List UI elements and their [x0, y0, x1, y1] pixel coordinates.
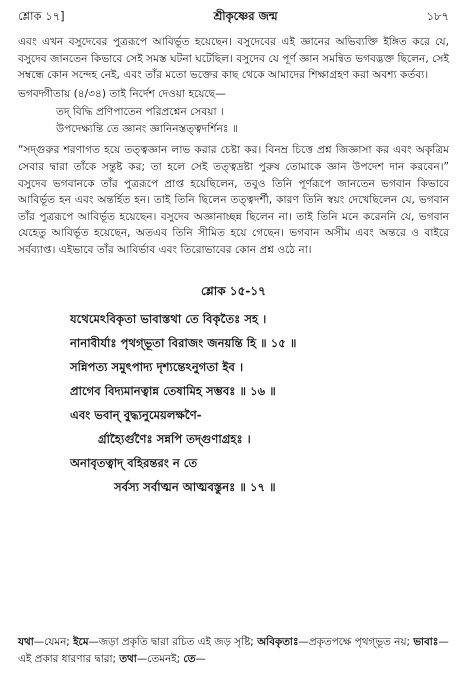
synonym-meaning: —তেমনই;: [136, 652, 184, 665]
gita-quote: [18, 104, 449, 138]
synonym-word: ইমে: [73, 636, 89, 648]
synonym-meaning: —: [195, 652, 206, 665]
sanskrit-verse: [18, 307, 449, 499]
verse-line: সন্নিপত্য সমুৎপাদ্য দৃশ্যন্তেঽনুগতা ইব ।: [70, 359, 244, 374]
synonym-word: ভাবাঃ: [413, 636, 439, 648]
synonym-word: তথা: [119, 652, 137, 665]
quote-line: উপদেক্ষ্যন্তি তে জ্ঞানং জ্ঞানিনস্তত্ত্বদর্শিনঃ ॥: [56, 123, 238, 136]
chapter-title: শ্রীকৃষ্ণের জন্ম: [213, 9, 278, 23]
synonym-meaning: —প্রকৃতপক্ষে পৃথগ্ভূত নয়;: [298, 636, 414, 648]
synonym-word: অবিকৃতাঃ: [257, 636, 299, 648]
purport-paragraph: “সদ্গুরুর শরণাগত হয়ে তত্ত্বজ্ঞান লাভ করার চেষ্টা কর। বিনম্র চিত্তে প্রশ্ন জিজ্ঞাসা কর এবং অকৃত্রিম সেবার দ্বারা তাঁকে সন্তুষ্ট কর; তা হলে সেই তত্ত্বদ্রষ্টা পুরুষ তোমাকে জ্ঞান উপদেশ দান করবেন।” বসুদেব ভগবানকে তাঁর পুত্ররূপে প্রাপ্ত হয়েছিলেন, তবুও তিনি পূর্ণরূপে জানতেন ভগবান কিভাবে আবির্ভূত হন এবং অন্তর্হিত হন। তাই তিনি ছিলেন তত্ত্বদর্শী, কারণ তিনি স্বয়ং দেখেছিলেন যে, ভগবান তাঁর পুত্ররূপে আবির্ভূত হয়েছেন। বসুদেব অজ্ঞানাচ্ছন্ন ছিলেন না। তাই তিনি মনে করেননি যে, ভগবান যেহেতু আবির্ভূত হয়েছেন, অতএব তিনি সীমিত হয়ে গেছেন। ভগবান অসীম এবং অন্তরে ও বাইরে সর্বব্যাপ্ত। এইভাবে তাঁর আবির্ভাব এবং তিরোভাবের কোন প্রশ্ন ওঠে না।: [18, 144, 449, 256]
verse-line: প্রাগেব বিদ্যমানত্বান্ন তেষামিহ সম্ভবঃ ॥ ১৬ ॥: [70, 383, 276, 398]
verse-line: অনাবৃতত্বাদ্ বহিরন্তরং ন তে: [70, 455, 198, 470]
quote-line: তদ্ বিদ্ধি প্রণিপাতেন পরিপ্রশ্নেন সেবয়া ।: [56, 106, 224, 119]
synonym-word: যথা: [18, 636, 34, 648]
page-header: [18, 8, 449, 28]
verse-line: এবং ভবান্ বুদ্ধ্যনুমেয়লক্ষণৈ-: [70, 407, 202, 422]
verse-line: র্গ্রাহ্যৈর্গুণৈঃ সন্নপি তদ্গুণাগ্রহঃ ।: [98, 431, 251, 446]
verse-line: নানাবীর্যাঃ পৃথগ্ভূতা বিরাজং জনয়ন্তি হি ॥ ১৫ ॥: [70, 335, 297, 350]
verse-line: যথেমেঽবিকৃতা ভাবাস্তথা তে বিকৃতৈঃ সহ ।: [70, 311, 267, 326]
synonym-word: তে: [183, 652, 196, 665]
purport-text: [18, 34, 449, 259]
synonym-meaning: —যেমন;: [33, 636, 74, 648]
word-synonyms: [18, 634, 449, 667]
synonym-meaning: —জড়া প্রকৃতি দ্বারা রচিত এই জড় সৃষ্টি;: [88, 636, 258, 648]
purport-paragraph: এবং এখন বসুদেবের পুত্ররূপে আবির্ভূত হয়েছেন। বসুদেবের এই জ্ঞানের অভিব্যক্তি ইঙ্গিত করে যে, বসুদেব জানতেন কিভাবে সেই সমস্ত ঘটনা ঘটেছিল। বসুদেব যে পূর্ণ জ্ঞান সমন্বিত ভগবদ্ভক্ত ছিলেন, সেই সম্বন্ধে কোন সন্দেহ নেই, এবং তাঁর মতো ভক্তের কাছ থেকে আমাদের শিক্ষাগ্রহণ করা অবশ্য কর্তব্য।: [18, 36, 449, 82]
purport-paragraph: ভগবদ্গীতায় (৪/৩৪) তাই নির্দেশ দেওয়া হয়েছে—: [18, 87, 226, 100]
verse-reference: শ্লোক ১৭]: [18, 9, 65, 23]
synonym-meaning: —এই প্রকার ধারণার দ্বারা;: [18, 636, 449, 665]
verse-title: শ্লোক ১৫-১৭: [201, 283, 266, 298]
verse-line: সর্বস্য সর্বাত্মন আত্মবস্তুনঃ ॥ ১৭ ॥: [114, 479, 276, 494]
page-number: ১৮৭: [426, 9, 449, 23]
